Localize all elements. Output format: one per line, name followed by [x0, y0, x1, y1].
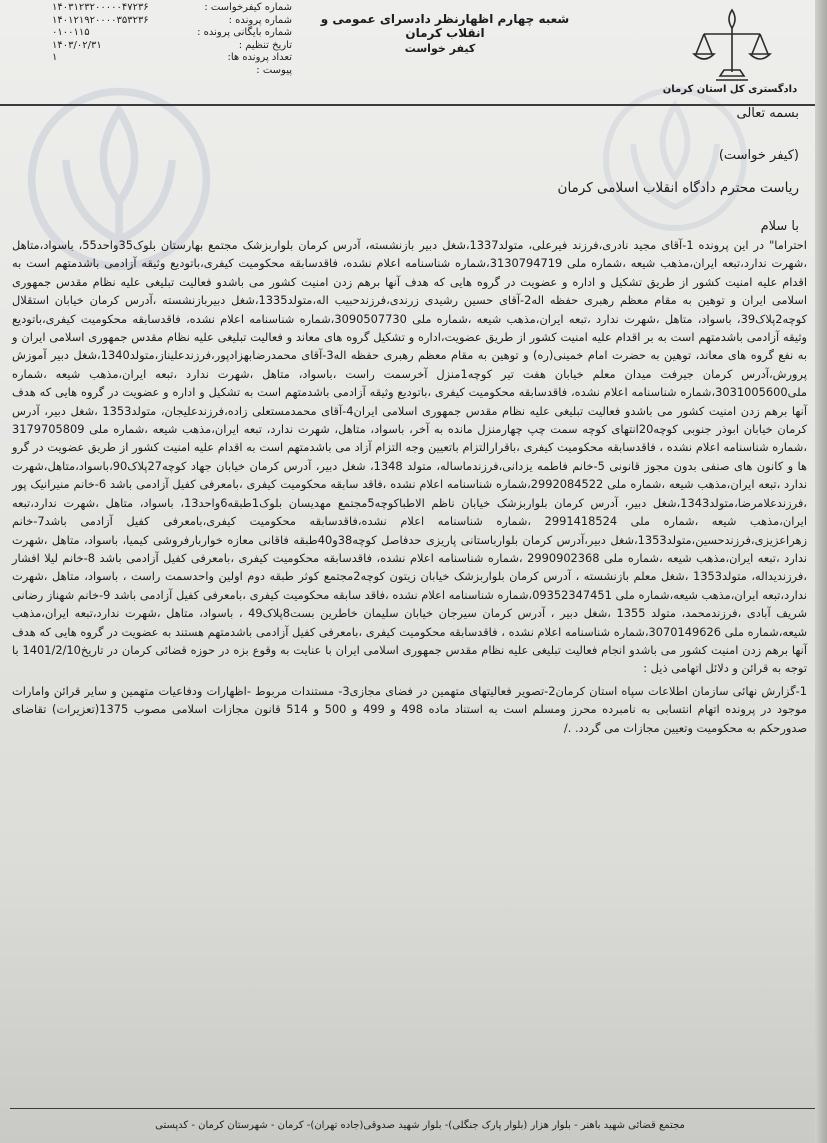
meta-row: [52, 15, 292, 28]
evidence-paragraph: 1-گزارش نهائی سازمان اطلاعات سپاه استان کرمان2-تصویر فعالیتهای متهمین در فضای مجازی3- مستندات مربوط -اظهارات ودفاعیات متهمین و سایر قرائن وامارات موجود در پرونده اتهام انتسابی به نامبرده محرز ومسلم است به استناد ماده 498 و 499 و 500 و 514 قانون مجازات اسلامی مصوب 1375(تعزیرات) تقاضای صدورحکم به محکومیت وتعیین مجازات می گردد. ./: [12, 683, 807, 735]
footer-divider: [10, 1108, 816, 1109]
meta-label: شماره پرونده :: [228, 14, 292, 26]
meta-value: ۱۴۰۱۲۱۹۲۰۰۰۰۳۵۳۲۳۶: [52, 14, 149, 26]
meta-label: تعداد پرونده ها:: [227, 52, 292, 63]
document-type: کیفر خواست: [404, 42, 476, 55]
salutation: با سلام: [760, 219, 799, 234]
meta-value: ۱۴۰۳۱۲۳۲۰۰۰۰۰۴۷۲۳۶: [52, 2, 149, 13]
page-edge: [815, 0, 827, 1143]
logo-caption: دادگستری کل استان کرمان: [662, 84, 798, 95]
meta-label: شماره کیفرخواست :: [204, 2, 292, 13]
meta-row: [52, 65, 292, 78]
court-title: شعبه چهارم اظهارنظر دادسرای عمومی و انقلاب کرمان: [320, 12, 570, 40]
meta-label: پیوست :: [256, 64, 292, 76]
case-metadata: [52, 2, 292, 77]
meta-value: ۱۴۰۳/۰۲/۳۱: [52, 39, 102, 51]
indictment-paragraph: احتراما" در این پرونده 1-آقای مجید نادری،فرزند فیرعلی، متولد1337،شغل دبیر بازنشسته، آدرس کرمان بلواربزشک مجتمع بهارستان بلوک35واحد55، باسواد،متاهل ،شهرت ندارد،تبعه ایران،مذهب شیعه ،شماره ملی 3130794719،شماره شناسنامه اعلام نشده، فاقدسابقه محکومیت کیفری،باتودیع وثیقه آزادمی باشدمتهم است به اقدام علیه امنیت کشور از طریق تشکیل و اداره و عضویت در گروه هایی که هدف آنها برهم زدن امنیت کشور می باشدو فعالیت تبلیغی علیه نظام مقدس جمهوری اسلامی ایران و توهین به مقام معظم رهبری حفظه اله2-آقای حسین رشیدی زرندی،فرزندحبیب اله،متولد1335،شغل دبیربازنشسته ،آدرس کرمان خیابان استقلال کوچه2پلاک39، باسواد، متاهل ،شهرت ندارد ،تبعه ایران،مذهب شیعه ،شماره ملی 3090507730،شماره شناسنامه اعلام نشده، فاقدسابقه محکومیت کیفری،باتودیع وثیقه آزادمی باشدمتهم است به بر اقدام علیه امنیت کشور از طریق عضویت،اداره و تشکیل گروه های معاند و فعالیت تبلیغی علیه نظام مقدس جمهوری اسلامی ایران و به نفع گروه های معاند، توهین به حضرت امام خمینی(ره) و توهین به مقام معظم رهبری حفظه اله3-آقای محمدرضابهزادپور،فرزندعلیناز،متولد1340،شغل دبیر آموزش پرورش،آدرس کرمان جیرفت میدان معلم خیابان هفت تیر کوچه1منزل آخرسمت راست ،باسواد، متاهل ،شهرت ندارد ،تبعه ایران،مذهب شیعه ،شماره ملی3031005600،شماره شناسنامه اعلام نشده، فاقدسابقه محکومیت کیفری ،باتودیع وثیقه آزادمی باشدمتهم است به تشکیل و اداره و عضویت در گروه هایی که هدف آنها برهم زدن امنیت کشور می باشدو فعالیت تبلیغی علیه نظام مقدس جمهوری اسلامی ایران4-آقای محمدمستعلی زاده،فرزندعلیجان، متولد1353 ،شغل دبیر، آدرس کرمان خیابان ابوذر جنوبی کوچه20انتهای کوچه سمت چپ چهارمنزل مانده به آخر، باسواد، متاهل، شهرت ندارد، تبعه ایران،مذهب شیعه ،شماره ملی 3179705809 ،شماره شناسنامه اعلام نشده ، فاقدسابقه محکومیت کیفری ،باقرارالتزام باتعیین وجه التزام آزاد می باشدمتهم است به اقدام علیه امنیت کشور از طریق عضویت در گرو ها و کانون های صنفی بدون مجوز قانونی 5-خانم فاطمه یزدانی،فرزندماساله، متولد 1348، شغل دبیر، آدرس کرمان خیابان جهاد کوچه27پلاک90،باسواد،متاهل،شهرت ندارد ،تبعه ایران،مذهب شیعه ،شماره ملی 2992084522،شماره شناسنامه اعلام نشده ،فاقد سابقه محکومیت کیفری ،بامعرفی کفیل آزادمی باشد 6-خانم منیرانیک پور ،فرزندعلامرضا،متولد1343،شغل دبیر، آدرس کرمان بلواربزشک خیابان ناظم الاطباکوچه5مجتمع مهدیسان بلوک1طبقه6واحد13، باسواد، متاهل ،شهرت ندارد،تبعه ایران،مذهب شیعه ،شماره ملی 2991418524 ،شماره شناسنامه اعلام نشده،فاقدسابقه محکومیت کیفری،بامعرفی کفیل آزادمی باشد7-خانم زهراعزیزی،فرزندحسین،متولد1353،شغل دبیر،آدرس کرمان بلوارباستانی پاریزی حدفاصل کوچه38و40طبقه فاقانی معازه خواربارفروشی کیمیا، باسواد، متاهل ،شهرت ندارد ،تبعه ایران،مذهب شیعه ،شماره ملی 2990902368 ،شماره شناسنامه اعلام نشده، فاقدسابقه محکومیت کیفری ،بامعرفی کفیل آزادمی باشد 8-خانم لیلا افشار ،فرزندیداله، متولد1353 ،شغل معلم بازنشسته ، آدرس کرمان بلواربزشک خیابان زیتون کوچه2مجتمع کوثر طبقه دوم اولین واحدسمت راست ، باسواد، متاهل ،شهرت ندارد،تبعه ایران،مذهب شیعه،شماره ملی 09352347451،شماره شناسنامه اعلام نشده ،فاقد سابقه محکومیت کیفری ،بامعرفی کفیل آزادمی باشد 9-خانم شهناز رضانی شریف آبادی ،فرزندمحمد، متولد 1355 ،شغل دبیر ، آدرس کرمان سیرجان خیابان سلیمان خاطرین بست8پلاک49 ، باسواد، متاهل ،شهرت ندارد،تبعه ایران،مذهب شیعه،شماره ملی 3070149626،شماره شناسنامه اعلام نشده ، فاقدسابقه محکومیت کیفری ،بامعرفی کفیل آزادمی باشدمتهم هستند به عضویت در گروه هایی که هدف آنها برهم زدن امنیت کشور می باشدو انجام فعالیت تبلیغی علیه نظام مقدس جمهوری اسلامی ایران با عنایت به وقوع بزه در حوزه قضائی کرمان در تاریخ1401/2/10 با توجه به قرائن و دلائل اتهامی ذیل :: [12, 238, 808, 676]
meta-row: [52, 40, 292, 53]
meta-label: تاریخ تنظیم :: [238, 39, 292, 51]
meta-value: ۱: [52, 52, 58, 63]
addressee: ریاست محترم دادگاه انقلاب اسلامی کرمان: [557, 180, 799, 196]
document-type-heading: (کیفر خواست): [718, 148, 799, 163]
meta-row: [52, 27, 292, 40]
document-header: [0, 0, 827, 106]
meta-label: شماره بایگانی پرونده :: [197, 27, 292, 38]
meta-value: ۰۱۰۰۱۱۵: [52, 27, 90, 38]
meta-row: [52, 2, 292, 15]
judiciary-scales-logo-icon: [690, 6, 774, 84]
basmala: بسمه تعالی: [736, 106, 799, 121]
indictment-body: [12, 236, 807, 737]
meta-row: [52, 52, 292, 65]
footer-address: مجتمع قضائی شهید باهنر - بلوار هزار (بلوار پارک جنگلی)- بلوار شهید صدوقی(جاده تهران)- کرمان - شهرستان کرمان - کدپستی: [155, 1120, 685, 1131]
